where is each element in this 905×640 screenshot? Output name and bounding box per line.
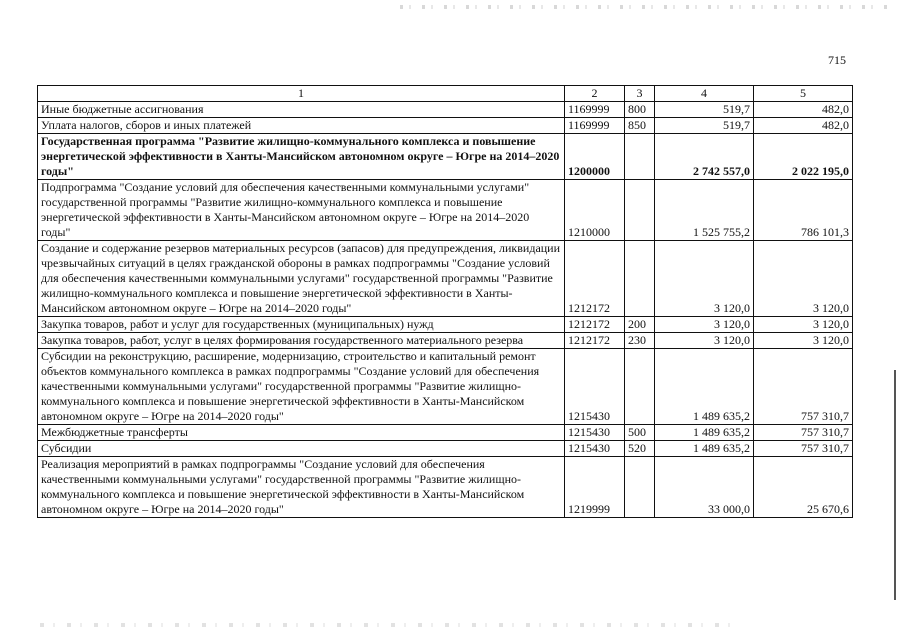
table-row xyxy=(38,317,853,333)
row-expense-type: 850 xyxy=(625,118,655,134)
row-description: Уплата налогов, сборов и иных платежей xyxy=(38,118,565,134)
row-amount-col5: 482,0 xyxy=(754,118,853,134)
row-code: 1215430 xyxy=(565,349,625,425)
table-row xyxy=(38,425,853,441)
row-amount-col5: 3 120,0 xyxy=(754,241,853,317)
row-amount-col5: 757 310,7 xyxy=(754,425,853,441)
row-code: 1212172 xyxy=(565,317,625,333)
scan-noise-bottom xyxy=(40,623,740,627)
row-code: 1215430 xyxy=(565,425,625,441)
row-description: Закупка товаров, работ, услуг в целях формирования государственного материального резерва xyxy=(38,333,565,349)
row-code: 1169999 xyxy=(565,102,625,118)
row-description: Реализация мероприятий в рамках подпрограммы "Создание условий для обеспечения качественными коммунальными услугами" государственной программы "Развитие жилищно-коммунального комплекса и повышение энергетической эффективности в Ханты-Мансийском автономном округе – Югре на 2014–2020 годы" xyxy=(38,457,565,518)
row-amount-col5: 757 310,7 xyxy=(754,349,853,425)
scan-noise-top xyxy=(400,5,890,9)
budget-table xyxy=(37,85,853,518)
row-amount-col4: 2 742 557,0 xyxy=(655,134,754,180)
table-row xyxy=(38,441,853,457)
table-body xyxy=(38,102,853,518)
row-expense-type: 230 xyxy=(625,333,655,349)
table-row xyxy=(38,180,853,241)
table-row xyxy=(38,102,853,118)
row-description: Подпрограмма "Создание условий для обеспечения качественными коммунальными услугами" государственной программы "Развитие жилищно-коммунального комплекса и повышение энергетической эффективности в Ханты-Мансийском автономном округе – Югре на 2014–2020 годы" xyxy=(38,180,565,241)
row-code: 1169999 xyxy=(565,118,625,134)
table-row xyxy=(38,349,853,425)
row-expense-type xyxy=(625,134,655,180)
row-expense-type xyxy=(625,457,655,518)
row-description: Государственная программа "Развитие жилищно-коммунального комплекса и повышение энергетической эффективности в Ханты-Мансийском автономном округе – Югре на 2014–2020 годы" xyxy=(38,134,565,180)
row-description: Создание и содержание резервов материальных ресурсов (запасов) для предупреждения, ликвидации чрезвычайных ситуаций в целях гражданской обороны в рамках подпрограммы "Создание условий для обеспечения качественными коммунальными услугами" государственной программы "Развитие жилищно-коммунального комплекса и повышение энергетической эффективности в Ханты-Мансийском автономном округе – Югре на 2014–2020 годы" xyxy=(38,241,565,317)
header-col-1: 1 xyxy=(38,86,565,102)
row-code: 1212172 xyxy=(565,241,625,317)
row-expense-type: 500 xyxy=(625,425,655,441)
row-code: 1210000 xyxy=(565,180,625,241)
page-number: 715 xyxy=(828,53,846,67)
row-amount-col5: 3 120,0 xyxy=(754,317,853,333)
row-description: Субсидии на реконструкцию, расширение, модернизацию, строительство и капитальный ремонт объектов коммунального комплекса в рамках подпрограммы "Создание условий для обеспечения качественными коммунальными услугами" государственной программы "Развитие жилищно-коммунального комплекса и повышение энергетической эффективности в Ханты-Мансийском автономном округе – Югре на 2014–2020 годы" xyxy=(38,349,565,425)
row-code: 1212172 xyxy=(565,333,625,349)
row-amount-col4: 1 489 635,2 xyxy=(655,425,754,441)
row-amount-col5: 482,0 xyxy=(754,102,853,118)
row-expense-type xyxy=(625,180,655,241)
row-amount-col5: 786 101,3 xyxy=(754,180,853,241)
table-header-row xyxy=(38,86,853,102)
table-row xyxy=(38,333,853,349)
row-amount-col4: 519,7 xyxy=(655,102,754,118)
row-amount-col5: 25 670,6 xyxy=(754,457,853,518)
table-row xyxy=(38,118,853,134)
row-amount-col4: 519,7 xyxy=(655,118,754,134)
row-expense-type xyxy=(625,241,655,317)
row-expense-type: 520 xyxy=(625,441,655,457)
scan-edge-line xyxy=(894,370,896,600)
row-amount-col4: 33 000,0 xyxy=(655,457,754,518)
row-expense-type xyxy=(625,349,655,425)
table-row xyxy=(38,241,853,317)
row-amount-col4: 3 120,0 xyxy=(655,241,754,317)
header-col-2: 2 xyxy=(565,86,625,102)
table-row xyxy=(38,134,853,180)
table-row xyxy=(38,457,853,518)
row-description: Иные бюджетные ассигнования xyxy=(38,102,565,118)
row-amount-col5: 3 120,0 xyxy=(754,333,853,349)
row-amount-col4: 1 525 755,2 xyxy=(655,180,754,241)
row-description: Субсидии xyxy=(38,441,565,457)
row-code: 1200000 xyxy=(565,134,625,180)
row-description: Закупка товаров, работ и услуг для государственных (муниципальных) нужд xyxy=(38,317,565,333)
row-amount-col4: 3 120,0 xyxy=(655,333,754,349)
row-description: Межбюджетные трансферты xyxy=(38,425,565,441)
header-col-3: 3 xyxy=(625,86,655,102)
row-code: 1215430 xyxy=(565,441,625,457)
row-code: 1219999 xyxy=(565,457,625,518)
row-amount-col5: 2 022 195,0 xyxy=(754,134,853,180)
header-col-5: 5 xyxy=(754,86,853,102)
row-expense-type: 200 xyxy=(625,317,655,333)
header-col-4: 4 xyxy=(655,86,754,102)
row-amount-col4: 1 489 635,2 xyxy=(655,349,754,425)
row-amount-col5: 757 310,7 xyxy=(754,441,853,457)
row-amount-col4: 3 120,0 xyxy=(655,317,754,333)
row-expense-type: 800 xyxy=(625,102,655,118)
row-amount-col4: 1 489 635,2 xyxy=(655,441,754,457)
